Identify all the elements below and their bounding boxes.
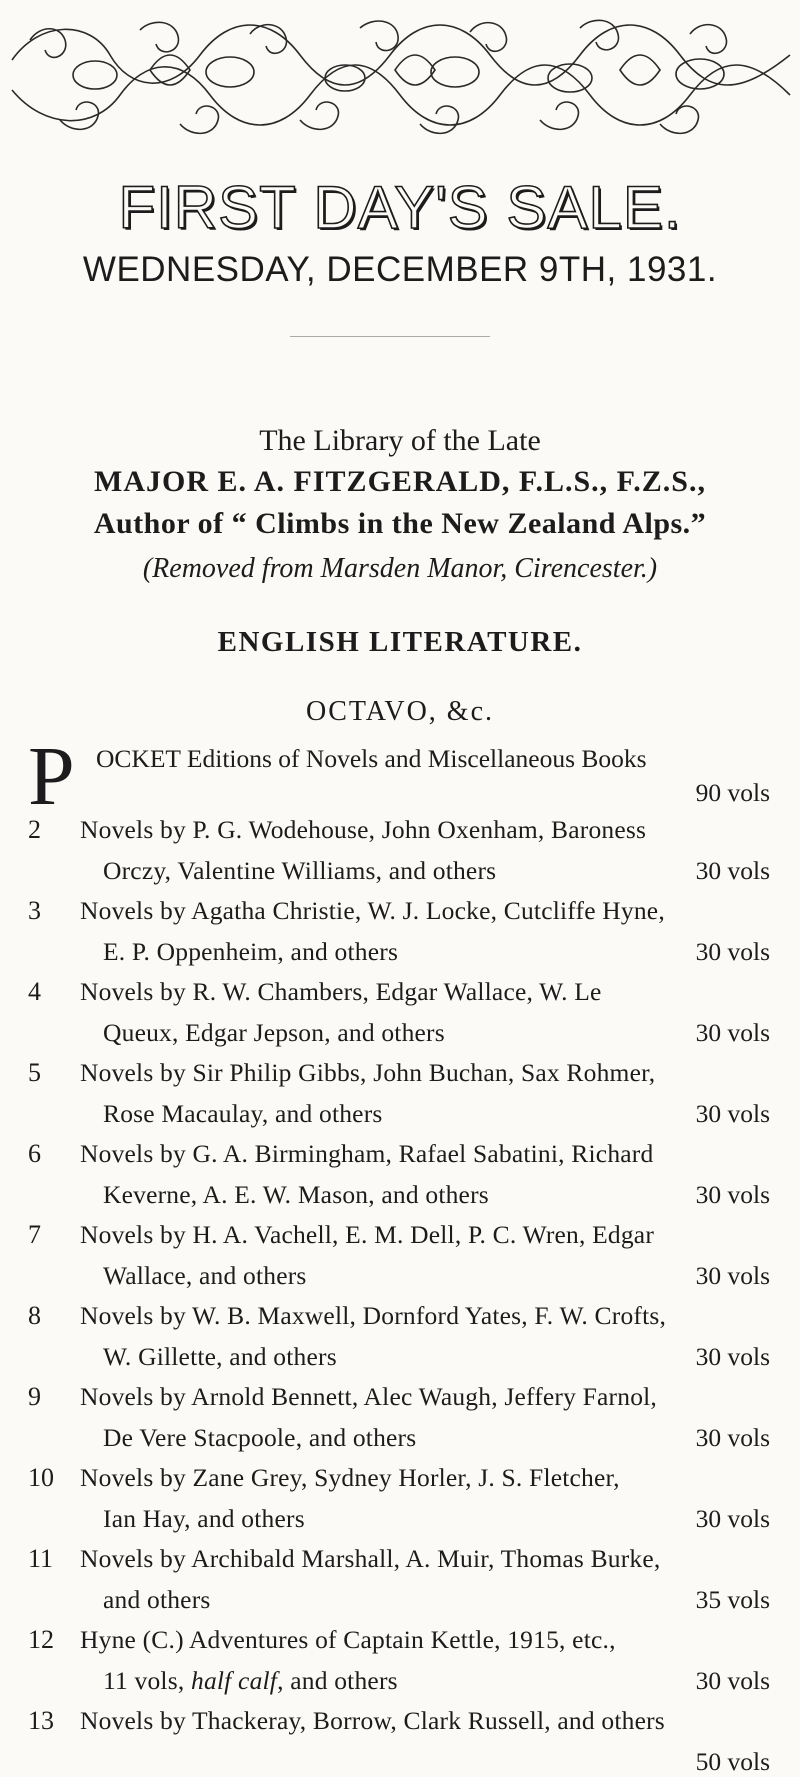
lot-vols: 30 vols (695, 1179, 770, 1209)
drop-cap: P (28, 730, 75, 823)
sale-title: FIRST DAY'S SALE. (118, 174, 682, 241)
lot-description: Novels by W. B. Maxwell, Dornford Yates, F. W. Crofts, (80, 1301, 667, 1330)
lot-description-cont: and others (103, 1584, 211, 1614)
lot-vols: 30 vols (695, 1422, 770, 1452)
lot-description: Novels by P. G. Wodehouse, John Oxenham, Baroness (80, 815, 647, 844)
lot-vols: 30 vols (695, 855, 770, 885)
lot-description-cont: 11 vols, half calf, and others (103, 1665, 398, 1695)
lot-number: 4 (28, 977, 41, 1006)
lot-number: 2 (28, 815, 41, 844)
lot-number: 3 (28, 896, 41, 925)
lot-description-cont: Ian Hay, and others (103, 1503, 305, 1533)
lot-description-cont: E. P. Oppenheim, and others (103, 936, 399, 966)
lot-description-cont: De Vere Stacpoole, and others (103, 1422, 417, 1452)
lot-number: 10 (28, 1463, 54, 1492)
library-owner-author-of: Author of “ Climbs in the New Zealand Alps.” (93, 507, 707, 540)
lot-number: 12 (28, 1625, 54, 1654)
lot-vols: 50 vols (695, 1746, 770, 1776)
lot-description: Novels by Zane Grey, Sydney Horler, J. S. Fletcher, (80, 1463, 620, 1492)
lot-number: 6 (28, 1139, 41, 1168)
lot-description-cont: Queux, Edgar Jepson, and others (103, 1017, 445, 1047)
sale-date: WEDNESDAY, DECEMBER 9TH, 1931. (82, 250, 718, 289)
lot-description-cont: Wallace, and others (103, 1260, 307, 1290)
lot-number: 9 (28, 1382, 41, 1411)
lot-description-cont: W. Gillette, and others (103, 1341, 337, 1371)
lot-10 (0, 1463, 800, 1531)
binding-note: half calf (191, 1665, 278, 1695)
lot-vols: 30 vols (695, 1665, 770, 1695)
lot-description: Novels by H. A. Vachell, E. M. Dell, P. C. Wren, Edgar (80, 1220, 655, 1249)
lot-vols: 35 vols (695, 1584, 770, 1614)
library-intro: The Library of the Late (259, 424, 541, 457)
format-heading: OCTAVO, &c. (305, 696, 495, 727)
lot-vols: 30 vols (695, 1260, 770, 1290)
library-removed-from: (Removed from Marsden Manor, Cirencester.) (142, 553, 658, 584)
lot-description: Novels by G. A. Birmingham, Rafael Sabatini, Richard (80, 1139, 654, 1168)
lot-description: Novels by Archibald Marshall, A. Muir, Thomas Burke, (80, 1544, 661, 1573)
lot-vols: 30 vols (695, 1341, 770, 1371)
lot-1-description: OCKET Editions of Novels and Miscellaneous Books (96, 744, 647, 773)
lot-number: 5 (28, 1058, 41, 1087)
lot-number: 7 (28, 1220, 41, 1249)
lot-vols: 30 vols (695, 1503, 770, 1533)
lot-vols: 30 vols (695, 1017, 770, 1047)
lot-description-cont: Rose Macaulay, and others (103, 1098, 383, 1128)
lot-description: Novels by Agatha Christie, W. J. Locke, Cutcliffe Hyne, (80, 896, 665, 925)
lot-vols: 30 vols (695, 936, 770, 966)
lot-description: Novels by Arnold Bennett, Alec Waugh, Jeffery Farnol, (80, 1382, 658, 1411)
lot-12 (0, 1625, 800, 1693)
lot-description: Novels by R. W. Chambers, Edgar Wallace, W. Le (80, 977, 602, 1006)
section-heading: ENGLISH LITERATURE. (217, 626, 583, 658)
lot-number: 8 (28, 1301, 41, 1330)
lot-description-cont: Keverne, A. E. W. Mason, and others (103, 1179, 489, 1209)
lot-description: Novels by Sir Philip Gibbs, John Buchan, Sax Rohmer, (80, 1058, 656, 1087)
lot-vols: 30 vols (695, 1098, 770, 1128)
lot-description-cont: Orczy, Valentine Williams, and others (103, 855, 497, 885)
lot-9 (0, 1382, 800, 1450)
lot-number: 11 (28, 1544, 54, 1573)
library-owner-name: MAJOR E. A. FITZGERALD, F.L.S., F.Z.S., (94, 465, 706, 498)
lot-description: Novels by Thackeray, Borrow, Clark Russell, and others (80, 1706, 665, 1735)
lot-11 (0, 1544, 800, 1612)
lot-1-vols: 90 vols (695, 778, 770, 807)
lot-description: Hyne (C.) Adventures of Captain Kettle, 1915, etc., (80, 1625, 616, 1654)
lot-number: 13 (28, 1706, 54, 1735)
lot-13 (0, 1706, 800, 1774)
